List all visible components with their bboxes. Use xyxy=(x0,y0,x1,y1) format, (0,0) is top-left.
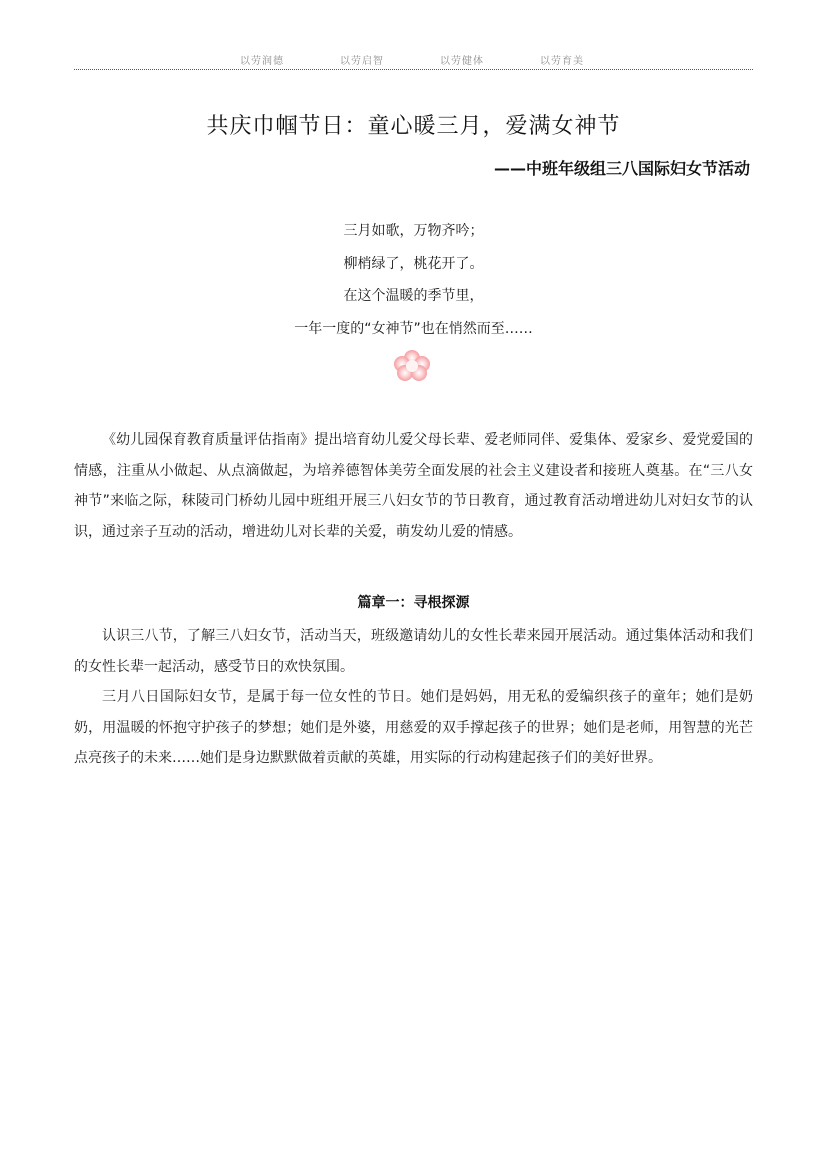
header-item: 以劳启智 xyxy=(340,56,384,67)
header-item: 以劳健体 xyxy=(440,56,484,67)
page-title: 共庆巾帼节日：童心暖三月，爱满女神节 xyxy=(206,114,621,139)
page-header xyxy=(74,50,753,70)
page-subtitle: ——中班年级组三八国际妇女节活动 xyxy=(493,159,750,178)
poem-line: 柳梢绿了，桃花开了。 xyxy=(343,256,484,272)
poem-line: 在这个温暖的季节里， xyxy=(343,288,484,304)
body-paragraph: 认识三八节，了解三八妇女节，活动当天，班级邀请幼儿的女性长辈来园开展活动。通过集体活动和我们的女性长辈一起活动，感受节日的欢快氛围。 xyxy=(74,628,753,675)
intro-paragraph: 《幼儿园保育教育质量评估指南》提出培育幼儿爱父母长辈、爱老师同伴、爱集体、爱家乡、爱党爱国的情感，注重从小做起、从点滴做起，为培养德智体美劳全面发展的社会主义建设者和接班人奠基。在“三八女神节”来临之际，秣陵司门桥幼儿园中班组开展三八妇女节的节日教育，通过教育活动增进幼儿对妇女节的认识，通过亲子互动的活动，增进幼儿对长辈的关爱，萌发幼儿爱的情感。 xyxy=(74,432,753,540)
section-title: 篇章一：寻根探源 xyxy=(357,595,470,611)
header-item: 以劳润德 xyxy=(240,56,284,67)
poem-line: 三月如歌，万物齐吟； xyxy=(343,223,484,239)
header-item: 以劳育美 xyxy=(540,56,584,67)
body-paragraph: 三月八日国际妇女节，是属于每一位女性的节日。她们是妈妈，用无私的爱编织孩子的童年；她们是奶奶，用温暖的怀抱守护孩子的梦想；她们是外婆，用慈爱的双手撑起孩子的世界；她们是老师，用智慧的光芒点亮孩子的未来……她们是身边默默做着贡献的英雄，用实际的行动构建起孩子们的美好世界。 xyxy=(74,689,753,766)
flower-icon xyxy=(393,350,431,382)
poem-line: 一年一度的“女神节”也在悄然而至…… xyxy=(294,321,533,337)
